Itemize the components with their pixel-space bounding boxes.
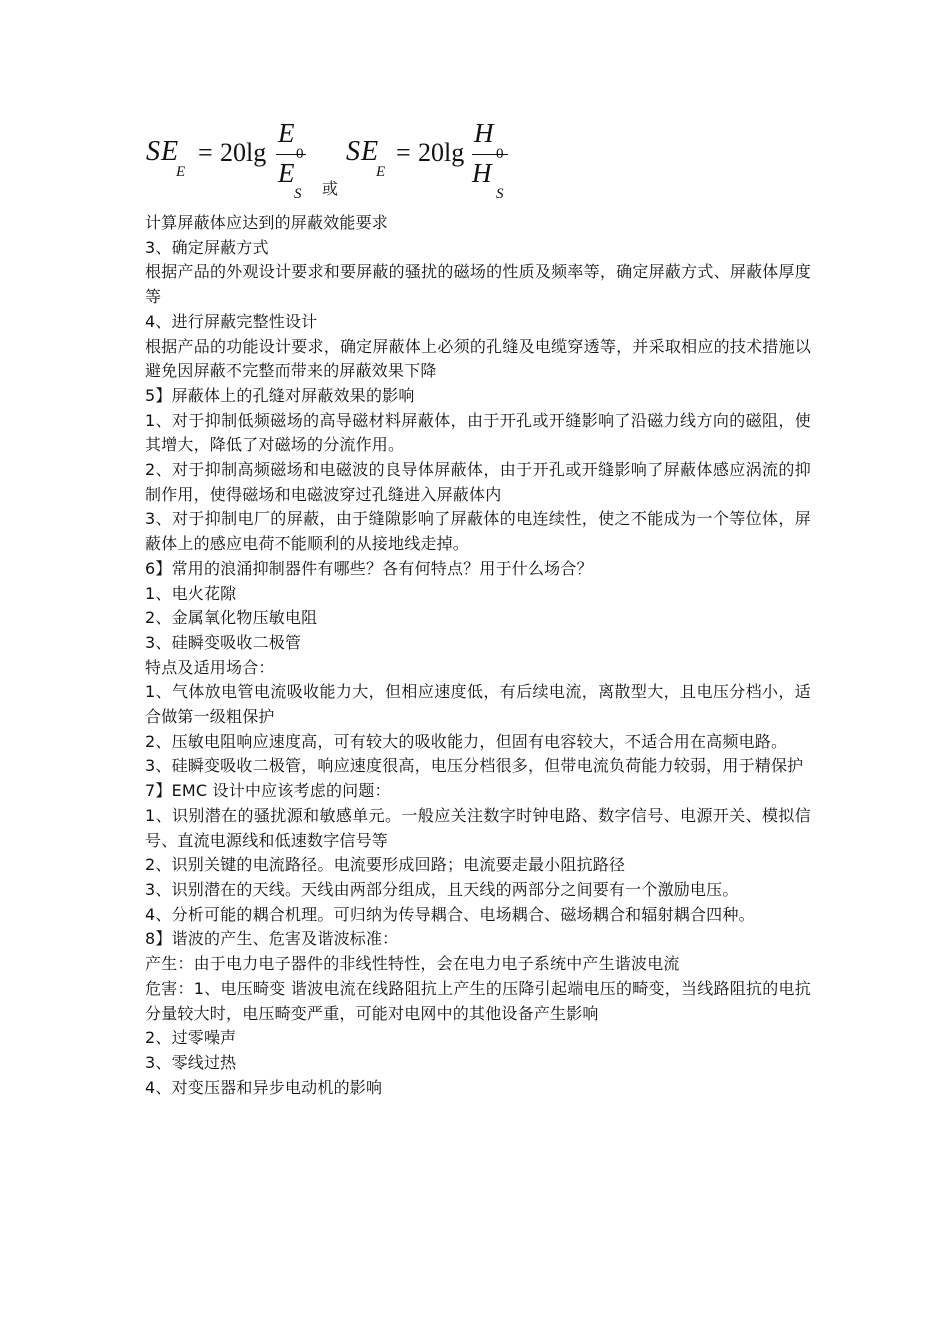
question-heading: 8】谐波的产生、危害及谐波标准： (145, 929, 399, 949)
formula-electric (146, 118, 316, 208)
formula-numerator-subscript: 0 (296, 146, 304, 162)
formula-numerator-subscript: 0 (496, 146, 504, 162)
text-line: 产生：由于电力电子器件的非线性特性，会在电力电子系统中产生谐波电流 (145, 954, 680, 974)
fraction-bar (276, 154, 306, 155)
text-line: 计算屏蔽体应达到的屏蔽效能要求 (145, 213, 389, 232)
formula-lhs: SE (146, 136, 180, 167)
list-item: 1、电火花隙 (145, 583, 237, 603)
section-heading: 4、进行屏蔽完整性设计 (145, 311, 318, 331)
formula-denominator: H (472, 158, 492, 188)
list-item: 1、气体放电管电流吸收能力大，但相应速度低，有后续电流，离散型大，且电压分档小，适合做第一级粗保护 (145, 682, 811, 727)
text-line: 3、对于抑制电厂的屏蔽，由于缝隙影响了屏蔽体的电连续性，使之不能成为一个等位体，屏蔽体上的感应电荷不能顺利的从接地线走掉。 (145, 509, 811, 554)
text-line: 危害：1、电压畸变 谐波电流在线路阻抗上产生的压降引起端电压的畸变，当线路阻抗的电抗分量较大时，电压畸变严重，可能对电网中的其他设备产生影响 (145, 978, 811, 1023)
formula-denominator: E (278, 158, 295, 188)
list-item: 2、过零噪声 (145, 1028, 237, 1048)
list-item: 2、识别关键的电流路径。电流要形成回路；电流要走最小阻抗路径 (145, 855, 626, 875)
formula-function: 20lg (418, 138, 465, 167)
question-heading: 5】屏蔽体上的孔缝对屏蔽效果的影响 (145, 385, 415, 405)
list-item: 3、零线过热 (145, 1052, 237, 1072)
text-line: 2、对于抑制高频磁场和电磁波的良导体屏蔽体，由于开孔或开缝影响了屏蔽体感应涡流的抑制作用，使得磁场和电磁波穿过孔缝进入屏蔽体内 (145, 460, 811, 504)
list-item: 3、硅瞬变吸收二极管，响应速度很高，电压分档很多，但带电流负荷能力较弱，用于精保护 (145, 756, 804, 776)
formula-magnetic (346, 118, 526, 208)
section-heading: 3、确定屏蔽方式 (145, 237, 269, 257)
question-heading: 6】常用的浪涌抑制器件有哪些？各有何特点？用于什么场合？ (145, 558, 593, 578)
text-line: 特点及适用场合： (145, 657, 275, 677)
formula-function: 20lg (220, 138, 267, 167)
fraction-bar (472, 154, 508, 155)
shielding-effectiveness-formulas (146, 118, 666, 208)
formula-denominator-subscript: S (496, 186, 504, 202)
list-item: 2、压敏电阻响应速度高，可有较大的吸收能力，但固有电容较大，不适合用在高频电路。 (145, 731, 788, 751)
list-item: 1、识别潜在的骚扰源和敏感单元。一般应关注数字时钟电路、数字信号、电源开关、模拟信号、直流电源线和低速数字信号等 (145, 805, 811, 850)
formula-lhs-subscript: E (176, 164, 186, 180)
formula-equals: = (396, 138, 411, 167)
question-heading: 7】EMC 设计中应该考虑的问题： (145, 781, 391, 801)
formula-numerator: H (474, 118, 494, 148)
formula-equals: = (198, 138, 213, 167)
formula-numerator: E (278, 118, 295, 148)
formula-lhs: SE (346, 136, 380, 167)
list-item: 3、识别潜在的天线。天线由两部分组成，且天线的两部分之间要有一个激励电压。 (145, 879, 739, 899)
document-body (145, 211, 811, 1100)
text-line: 根据产品的外观设计要求和要屏蔽的骚扰的磁场的性质及频率等，确定屏蔽方式、屏蔽体厚度等 (145, 262, 811, 307)
list-item: 4、分析可能的耦合机理。可归纳为传导耦合、电场耦合、磁场耦合和辐射耦合四种。 (145, 904, 755, 924)
list-item: 4、对变压器和异步电动机的影响 (145, 1077, 383, 1097)
formula-lhs-subscript: E (376, 164, 386, 180)
formula-connector: 或 (322, 179, 339, 198)
list-item: 3、硅瞬变吸收二极管 (145, 632, 302, 652)
text-line: 1、对于抑制低频磁场的高导磁材料屏蔽体，由于开孔或开缝影响了沿磁力线方向的磁阻，使其增大，降低了对磁场的分流作用。 (145, 410, 811, 455)
list-item: 2、金属氧化物压敏电阻 (145, 608, 318, 628)
text-line: 根据产品的功能设计要求，确定屏蔽体上必须的孔缝及电缆穿透等，并采取相应的技术措施以避免因屏蔽不完整而带来的屏蔽效果下降 (145, 336, 811, 381)
formula-denominator-subscript: S (294, 186, 302, 202)
